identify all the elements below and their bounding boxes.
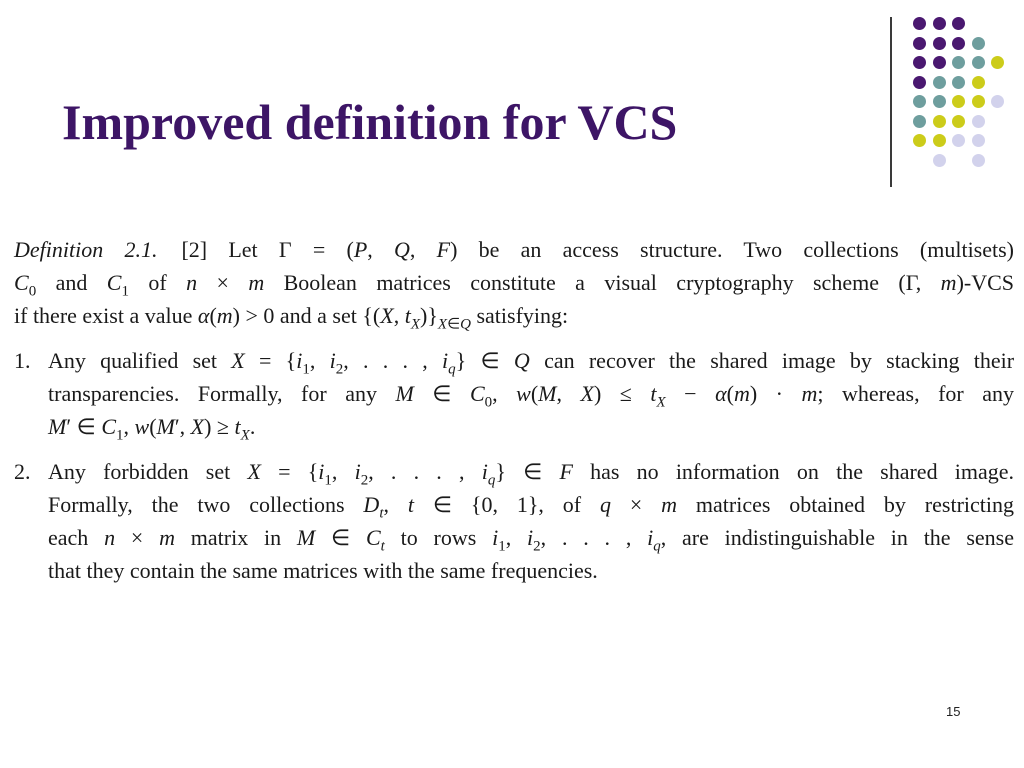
decorative-dot [913,17,926,30]
decorative-dot [933,76,946,89]
item-2-line-4: that they contain the same matrices with the same frequencies. [48,558,598,583]
decorative-dot [952,17,965,30]
slide-title: Improved definition for VCS [62,94,678,150]
decorative-dot [933,56,946,69]
definition-item-1 [14,344,1014,443]
decorative-dot [952,37,965,50]
decorative-dot [991,56,1004,69]
item-2-line-3: each n × m matrix in M ∈ $C_t$ to rows $i_1$, $i_2$, . . . , $i_q$, are indistinguishable in the sense [48,525,1015,555]
item-number: 1. [14,348,31,373]
decorative-dot [913,37,926,50]
definition-block [14,233,1014,587]
decorative-dot [952,76,965,89]
intro-line-1 [14,233,1014,266]
decorative-dot [991,95,1004,108]
item-2-line-2: Formally, the two collections $D_t$, t ∈ {0, 1}, of q × m matrices obtained by restricting [48,492,1014,522]
decorative-dot [972,37,985,50]
item-1-line-1: Any qualified set $X = \{i_1$, $i_2$, . . . , $i_q$} ∈ Q can recover the shared image by stacking their [48,348,1015,378]
intro-line-2: $C_0$ and $C_1$ of n × m Boolean matrices constitute a visual cryptography scheme (Γ, m)-VCS [14,270,1015,300]
decorative-dot [952,134,965,147]
definition-label: Definition 2.1. [14,237,158,262]
item-1-line-2: transparencies. Formally, for any M ∈ $C_0$, w(M, $X) \le t_X - \alpha(m) \cdot m$; whereas, for any [48,381,1014,411]
decorative-dot [913,134,926,147]
decorative-dot [972,134,985,147]
decorative-dot [933,115,946,128]
decorative-dot [933,17,946,30]
decorative-dot [913,76,926,89]
intro-line-3: if there exist a value α(m) > 0 and a set {(X, $t_X)\}_{X\in Q}$ satisfying: [14,303,569,333]
decorative-dot [933,37,946,50]
decorative-dot [972,76,985,89]
decorative-dot [913,56,926,69]
divider-rule [890,17,892,187]
decorative-dot [913,115,926,128]
decorative-dot [952,56,965,69]
definition-intro [14,233,1014,332]
decorative-dot [972,154,985,167]
decorative-dot [913,95,926,108]
decorative-dot [933,134,946,147]
item-2-line-1: Any forbidden set $X = \{i_1$, $i_2$, . . . , $i_q$} ∈ F has no information on the shared image. [48,459,1015,489]
definition-item-2 [14,455,1014,587]
item-1-line-3: M′ ∈ $C_1$, w(M′, $X) \ge t_X$. [48,414,256,444]
intro-line-1-text: [2] Let Γ = (P, Q, F) be an access structure. Two collections (multisets) [181,237,1015,262]
page-number: 15 [946,704,961,719]
decorative-dot [933,154,946,167]
decorative-dot [952,95,965,108]
item-number: 2. [14,459,31,484]
decorative-dot [933,95,946,108]
decorative-dot [972,115,985,128]
decorative-dot [952,115,965,128]
decorative-dot [972,56,985,69]
decorative-dot [972,95,985,108]
